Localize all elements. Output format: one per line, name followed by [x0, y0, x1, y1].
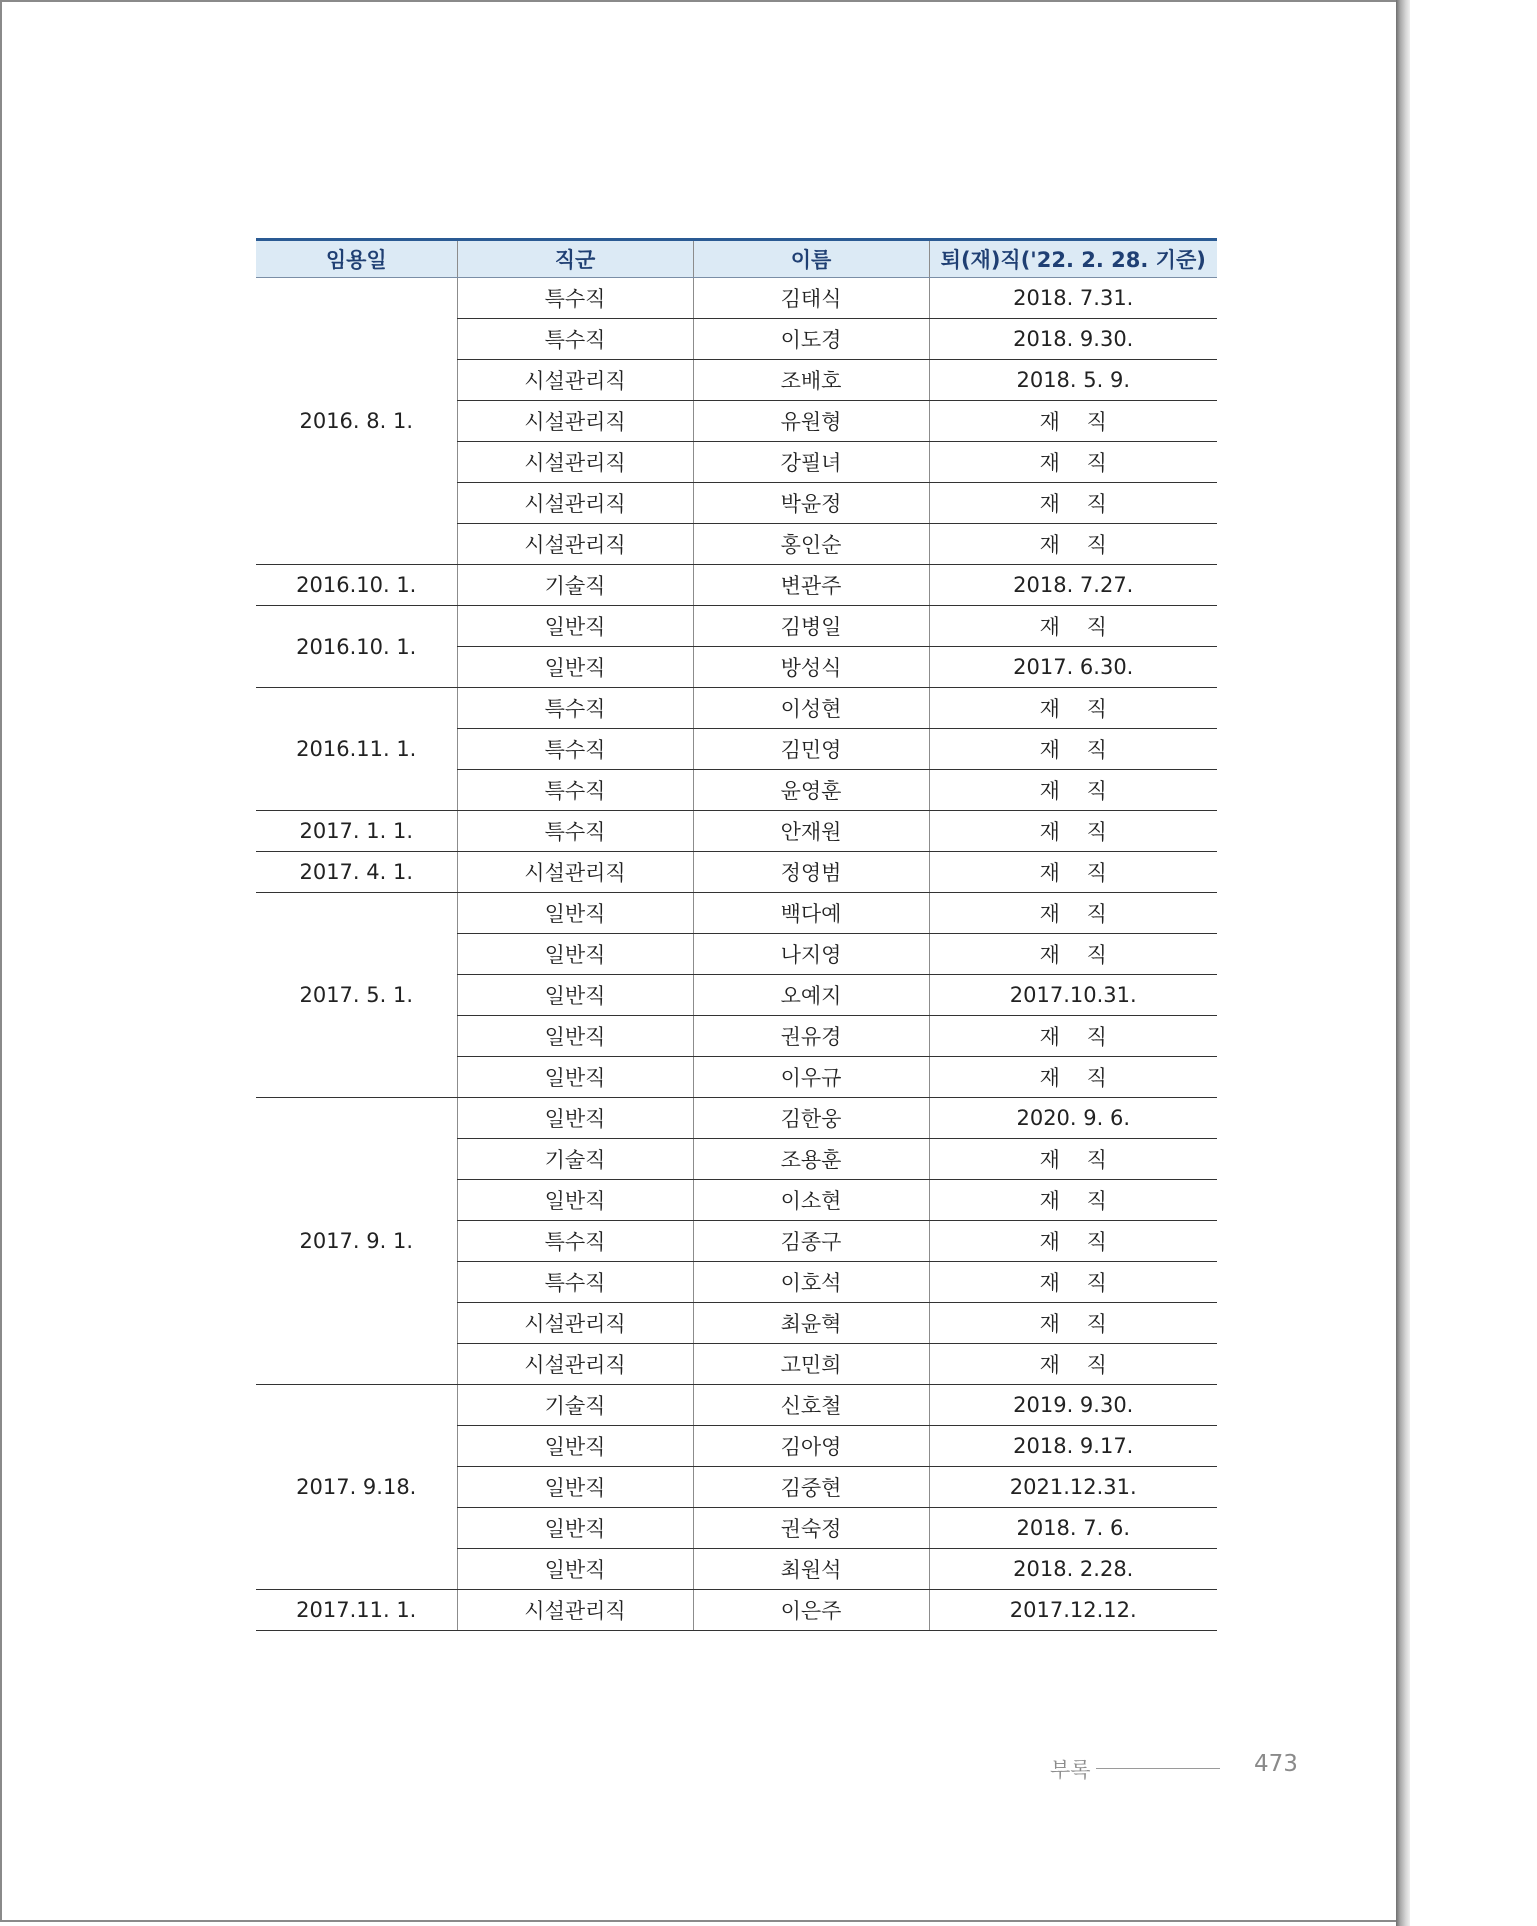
- job-category-cell: 특수직: [457, 1221, 693, 1262]
- job-category-cell: 특수직: [457, 811, 693, 852]
- name-cell: 윤영훈: [693, 770, 929, 811]
- name-cell: 유원형: [693, 401, 929, 442]
- status-cell: 재 직: [929, 688, 1217, 729]
- status-cell: 2019. 9.30.: [929, 1385, 1217, 1426]
- status-cell: 재 직: [929, 1016, 1217, 1057]
- status-cell: 재 직: [929, 1303, 1217, 1344]
- job-category-cell: 시설관리직: [457, 1344, 693, 1385]
- header-job-category: 직군: [457, 240, 693, 278]
- name-cell: 권숙정: [693, 1508, 929, 1549]
- status-cell: 재 직: [929, 934, 1217, 975]
- job-category-cell: 일반직: [457, 975, 693, 1016]
- job-category-cell: 특수직: [457, 278, 693, 319]
- table-row: [256, 606, 1217, 647]
- name-cell: 변관주: [693, 565, 929, 606]
- table-row: [256, 811, 1217, 852]
- job-category-cell: 시설관리직: [457, 524, 693, 565]
- name-cell: 이우규: [693, 1057, 929, 1098]
- appointment-date-cell: 2017. 9. 1.: [256, 1098, 457, 1385]
- status-cell: 재 직: [929, 1057, 1217, 1098]
- name-cell: 김종구: [693, 1221, 929, 1262]
- status-cell: 재 직: [929, 811, 1217, 852]
- name-cell: 신호철: [693, 1385, 929, 1426]
- status-cell: 2018. 7.27.: [929, 565, 1217, 606]
- name-cell: 김민영: [693, 729, 929, 770]
- job-category-cell: 기술직: [457, 1385, 693, 1426]
- status-cell: 2018. 7. 6.: [929, 1508, 1217, 1549]
- job-category-cell: 일반직: [457, 606, 693, 647]
- name-cell: 최원석: [693, 1549, 929, 1590]
- name-cell: 안재원: [693, 811, 929, 852]
- status-cell: 2017. 6.30.: [929, 647, 1217, 688]
- appointment-date-cell: 2016.11. 1.: [256, 688, 457, 811]
- job-category-cell: 시설관리직: [457, 483, 693, 524]
- name-cell: 오예지: [693, 975, 929, 1016]
- appointment-date-cell: 2017. 4. 1.: [256, 852, 457, 893]
- name-cell: 조배호: [693, 360, 929, 401]
- job-category-cell: 일반직: [457, 1426, 693, 1467]
- job-category-cell: 시설관리직: [457, 852, 693, 893]
- name-cell: 이소현: [693, 1180, 929, 1221]
- job-category-cell: 시설관리직: [457, 1590, 693, 1631]
- name-cell: 정영범: [693, 852, 929, 893]
- table-row: [256, 1385, 1217, 1426]
- job-category-cell: 일반직: [457, 1057, 693, 1098]
- name-cell: 박윤정: [693, 483, 929, 524]
- name-cell: 이호석: [693, 1262, 929, 1303]
- name-cell: 권유경: [693, 1016, 929, 1057]
- job-category-cell: 특수직: [457, 688, 693, 729]
- status-cell: 재 직: [929, 524, 1217, 565]
- footer-divider: [1096, 1768, 1220, 1769]
- name-cell: 김병일: [693, 606, 929, 647]
- status-cell: 2018. 7.31.: [929, 278, 1217, 319]
- appointment-date-cell: 2017. 5. 1.: [256, 893, 457, 1098]
- job-category-cell: 특수직: [457, 1262, 693, 1303]
- job-category-cell: 시설관리직: [457, 401, 693, 442]
- job-category-cell: 일반직: [457, 893, 693, 934]
- footer-section-label: 부록: [1050, 1758, 1091, 1782]
- status-cell: 재 직: [929, 1139, 1217, 1180]
- status-cell: 재 직: [929, 606, 1217, 647]
- name-cell: 이은주: [693, 1590, 929, 1631]
- name-cell: 김중현: [693, 1467, 929, 1508]
- job-category-cell: 일반직: [457, 1180, 693, 1221]
- table-body: [256, 278, 1217, 1631]
- status-cell: 재 직: [929, 442, 1217, 483]
- table-header-row: [256, 240, 1217, 278]
- name-cell: 최윤혁: [693, 1303, 929, 1344]
- name-cell: 이성현: [693, 688, 929, 729]
- job-category-cell: 시설관리직: [457, 360, 693, 401]
- status-cell: 2017.10.31.: [929, 975, 1217, 1016]
- job-category-cell: 기술직: [457, 565, 693, 606]
- job-category-cell: 특수직: [457, 319, 693, 360]
- status-cell: 재 직: [929, 1221, 1217, 1262]
- job-category-cell: 특수직: [457, 770, 693, 811]
- header-employment-status: 퇴(재)직('22. 2. 28. 기준): [929, 240, 1217, 278]
- table-row: [256, 565, 1217, 606]
- job-category-cell: 일반직: [457, 647, 693, 688]
- name-cell: 김한웅: [693, 1098, 929, 1139]
- job-category-cell: 일반직: [457, 1508, 693, 1549]
- status-cell: 2021.12.31.: [929, 1467, 1217, 1508]
- table-row: [256, 278, 1217, 319]
- status-cell: 재 직: [929, 770, 1217, 811]
- name-cell: 이도경: [693, 319, 929, 360]
- appointment-date-cell: 2017. 1. 1.: [256, 811, 457, 852]
- status-cell: 2018. 2.28.: [929, 1549, 1217, 1590]
- job-category-cell: 시설관리직: [457, 442, 693, 483]
- name-cell: 조용훈: [693, 1139, 929, 1180]
- name-cell: 김태식: [693, 278, 929, 319]
- table-row: [256, 852, 1217, 893]
- job-category-cell: 일반직: [457, 1098, 693, 1139]
- name-cell: 방성식: [693, 647, 929, 688]
- status-cell: 재 직: [929, 1180, 1217, 1221]
- job-category-cell: 일반직: [457, 934, 693, 975]
- status-cell: 재 직: [929, 1262, 1217, 1303]
- job-category-cell: 시설관리직: [457, 1303, 693, 1344]
- status-cell: 2020. 9. 6.: [929, 1098, 1217, 1139]
- job-category-cell: 특수직: [457, 729, 693, 770]
- name-cell: 김아영: [693, 1426, 929, 1467]
- header-appointment-date: 임용일: [256, 240, 457, 278]
- page-edge-shadow: [1396, 0, 1410, 1926]
- status-cell: 재 직: [929, 852, 1217, 893]
- job-category-cell: 기술직: [457, 1139, 693, 1180]
- appointment-date-cell: 2016. 8. 1.: [256, 278, 457, 565]
- status-cell: 재 직: [929, 483, 1217, 524]
- status-cell: 2018. 9.17.: [929, 1426, 1217, 1467]
- name-cell: 강필녀: [693, 442, 929, 483]
- status-cell: 2018. 9.30.: [929, 319, 1217, 360]
- status-cell: 재 직: [929, 401, 1217, 442]
- name-cell: 고민희: [693, 1344, 929, 1385]
- job-category-cell: 일반직: [457, 1549, 693, 1590]
- table-row: [256, 1590, 1217, 1631]
- status-cell: 재 직: [929, 729, 1217, 770]
- status-cell: 재 직: [929, 893, 1217, 934]
- name-cell: 홍인순: [693, 524, 929, 565]
- appointment-date-cell: 2016.10. 1.: [256, 565, 457, 606]
- status-cell: 2018. 5. 9.: [929, 360, 1217, 401]
- table-row: [256, 1098, 1217, 1139]
- table-row: [256, 688, 1217, 729]
- appointment-date-cell: 2017.11. 1.: [256, 1590, 457, 1631]
- name-cell: 나지영: [693, 934, 929, 975]
- page-number: 473: [1254, 1751, 1298, 1777]
- appointment-date-cell: 2016.10. 1.: [256, 606, 457, 688]
- header-name: 이름: [693, 240, 929, 278]
- job-category-cell: 일반직: [457, 1016, 693, 1057]
- status-cell: 2017.12.12.: [929, 1590, 1217, 1631]
- appointment-date-cell: 2017. 9.18.: [256, 1385, 457, 1590]
- job-category-cell: 일반직: [457, 1467, 693, 1508]
- name-cell: 백다예: [693, 893, 929, 934]
- table-row: [256, 893, 1217, 934]
- status-cell: 재 직: [929, 1344, 1217, 1385]
- appointment-table: [256, 238, 1217, 1631]
